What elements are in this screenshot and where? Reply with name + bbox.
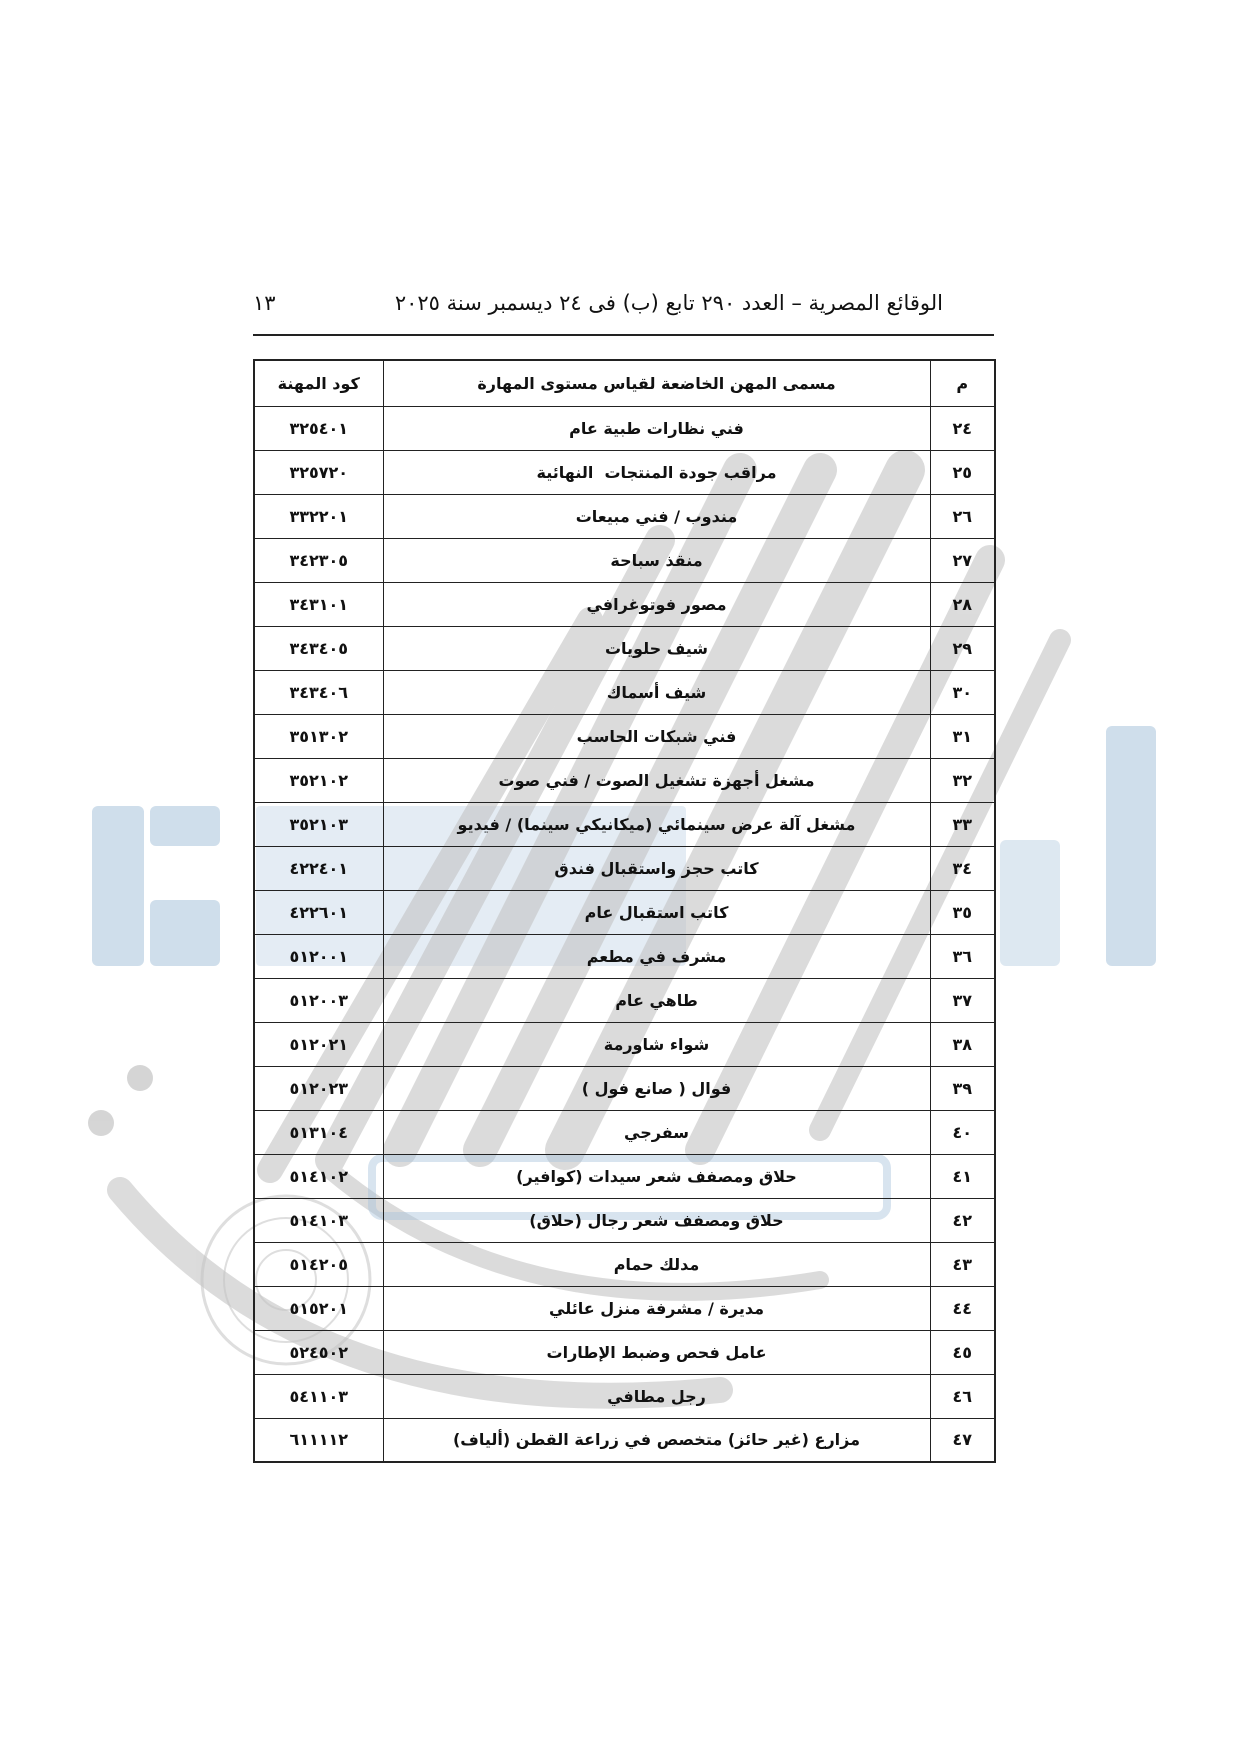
row-number: ٣٥ xyxy=(930,890,995,934)
occupation-name: منقذ سباحة xyxy=(383,538,930,582)
table-row xyxy=(254,890,995,934)
table-row xyxy=(254,1286,995,1330)
occupations-table xyxy=(253,359,996,1463)
occupation-code: ٣٥٢١٠٣ xyxy=(254,802,383,846)
occupation-code: ٥١٢٠٢٣ xyxy=(254,1066,383,1110)
occupation-name: كاتب استقبال عام xyxy=(383,890,930,934)
row-number: ٤٤ xyxy=(930,1286,995,1330)
row-number: ٤٣ xyxy=(930,1242,995,1286)
row-number: ٣٩ xyxy=(930,1066,995,1110)
table-row xyxy=(254,1022,995,1066)
occupation-name: مزارع (غير حائز) متخصص في زراعة القطن (ألياف) xyxy=(383,1418,930,1462)
table-row xyxy=(254,1418,995,1462)
occupation-code: ٥١٤٢٠٥ xyxy=(254,1242,383,1286)
watermark-dot xyxy=(88,1110,114,1136)
row-number: ٣١ xyxy=(930,714,995,758)
row-number: ٢٥ xyxy=(930,450,995,494)
occupation-name: فني شبكات الحاسب xyxy=(383,714,930,758)
occupation-name: حلاق ومصفف شعر سيدات (كوافير) xyxy=(383,1154,930,1198)
occupation-name: طاهي عام xyxy=(383,978,930,1022)
table-body xyxy=(254,406,995,1462)
header-divider xyxy=(253,334,994,336)
table-row xyxy=(254,978,995,1022)
row-number: ٣٠ xyxy=(930,670,995,714)
occupation-code: ٣٤٣١٠١ xyxy=(254,582,383,626)
table-row xyxy=(254,758,995,802)
column-header-name: مسمى المهن الخاضعة لقياس مستوى المهارة xyxy=(383,360,930,406)
row-number: ٣٤ xyxy=(930,846,995,890)
table-row xyxy=(254,494,995,538)
table-row xyxy=(254,1374,995,1418)
occupation-code: ٤٢٢٤٠١ xyxy=(254,846,383,890)
table-row xyxy=(254,1198,995,1242)
table-row xyxy=(254,714,995,758)
occupation-code: ٣٣٢٢٠١ xyxy=(254,494,383,538)
occupation-name: شيف حلويات xyxy=(383,626,930,670)
table-header-row xyxy=(254,360,995,406)
occupation-name: مندوب / فني مبيعات xyxy=(383,494,930,538)
row-number: ٤٧ xyxy=(930,1418,995,1462)
table-row xyxy=(254,1330,995,1374)
table-row xyxy=(254,626,995,670)
occupation-code: ٤٢٢٦٠١ xyxy=(254,890,383,934)
occupation-name: مراقب جودة المنتجات النهائية xyxy=(383,450,930,494)
table-row xyxy=(254,1110,995,1154)
occupation-name: مشرف في مطعم xyxy=(383,934,930,978)
occupation-code: ٣٤٣٤٠٥ xyxy=(254,626,383,670)
occupation-name: حلاق ومصفف شعر رجال (حلاق) xyxy=(383,1198,930,1242)
occupation-code: ٥١٥٢٠١ xyxy=(254,1286,383,1330)
occupation-name: فني نظارات طبية عام xyxy=(383,406,930,450)
row-number: ٢٤ xyxy=(930,406,995,450)
row-number: ٢٨ xyxy=(930,582,995,626)
occupation-code: ٣٤٢٣٠٥ xyxy=(254,538,383,582)
row-number: ٣٢ xyxy=(930,758,995,802)
row-number: ٤٥ xyxy=(930,1330,995,1374)
occupation-name: مصور فوتوغرافي xyxy=(383,582,930,626)
watermark-blue-block xyxy=(1106,726,1156,966)
row-number: ٤٠ xyxy=(930,1110,995,1154)
occupation-code: ٣٢٥٤٠١ xyxy=(254,406,383,450)
occupation-name: سفرجي xyxy=(383,1110,930,1154)
watermark-blue-block xyxy=(1000,840,1060,966)
watermark-blue-block xyxy=(150,900,220,966)
occupation-code: ٣٤٣٤٠٦ xyxy=(254,670,383,714)
table-row xyxy=(254,450,995,494)
watermark-blue-block xyxy=(150,806,220,846)
table-row xyxy=(254,670,995,714)
row-number: ٣٦ xyxy=(930,934,995,978)
table-row xyxy=(254,846,995,890)
occupation-code: ٥١٤١٠٣ xyxy=(254,1198,383,1242)
occupation-code: ٥١٢٠٢١ xyxy=(254,1022,383,1066)
row-number: ٤١ xyxy=(930,1154,995,1198)
page-header xyxy=(253,284,943,322)
column-header-code: كود المهنة xyxy=(254,360,383,406)
occupation-name: كاتب حجز واستقبال فندق xyxy=(383,846,930,890)
occupation-name: مديرة / مشرفة منزل عائلي xyxy=(383,1286,930,1330)
row-number: ٤٢ xyxy=(930,1198,995,1242)
occupation-code: ٣٢٥٧٢٠ xyxy=(254,450,383,494)
table-row xyxy=(254,582,995,626)
occupation-code: ٥١٢٠٠١ xyxy=(254,934,383,978)
occupation-name: شواء شاورمة xyxy=(383,1022,930,1066)
table-row xyxy=(254,1242,995,1286)
occupation-name: مشغل أجهزة تشغيل الصوت / فني صوت xyxy=(383,758,930,802)
occupation-name: مشغل آلة عرض سينمائي (ميكانيكي سينما) / فيديو xyxy=(383,802,930,846)
occupation-code: ٣٥١٣٠٢ xyxy=(254,714,383,758)
occupation-code: ٥١٣١٠٤ xyxy=(254,1110,383,1154)
occupation-code: ٥١٤١٠٢ xyxy=(254,1154,383,1198)
table-row xyxy=(254,802,995,846)
occupation-code: ٣٥٢١٠٢ xyxy=(254,758,383,802)
watermark-dots xyxy=(88,1065,153,1136)
occupation-name: رجل مطافي xyxy=(383,1374,930,1418)
occupation-name: فوال ( صانع فول ) xyxy=(383,1066,930,1110)
row-number: ٣٣ xyxy=(930,802,995,846)
watermark-dot xyxy=(127,1065,153,1091)
occupation-name: شيف أسماك xyxy=(383,670,930,714)
table-row xyxy=(254,934,995,978)
occupation-code: ٦١١١١٢ xyxy=(254,1418,383,1462)
occupation-code: ٥١٢٠٠٣ xyxy=(254,978,383,1022)
table-row xyxy=(254,1066,995,1110)
column-header-number: م xyxy=(930,360,995,406)
row-number: ٢٧ xyxy=(930,538,995,582)
occupation-code: ٥٤١١٠٣ xyxy=(254,1374,383,1418)
header-title: الوقائع المصرية – العدد ٢٩٠ تابع (ب) فى ٢٤ ديسمبر سنة ٢٠٢٥ xyxy=(394,291,943,315)
row-number: ٤٦ xyxy=(930,1374,995,1418)
table-row xyxy=(254,1154,995,1198)
occupation-name: مدلك حمام xyxy=(383,1242,930,1286)
occupation-code: ٥٢٤٥٠٢ xyxy=(254,1330,383,1374)
table-row xyxy=(254,406,995,450)
watermark-blue-block xyxy=(92,806,144,966)
page-number: ١٣ xyxy=(253,291,276,315)
table-row xyxy=(254,538,995,582)
row-number: ٢٦ xyxy=(930,494,995,538)
occupation-name: عامل فحص وضبط الإطارات xyxy=(383,1330,930,1374)
row-number: ٣٨ xyxy=(930,1022,995,1066)
row-number: ٢٩ xyxy=(930,626,995,670)
row-number: ٣٧ xyxy=(930,978,995,1022)
